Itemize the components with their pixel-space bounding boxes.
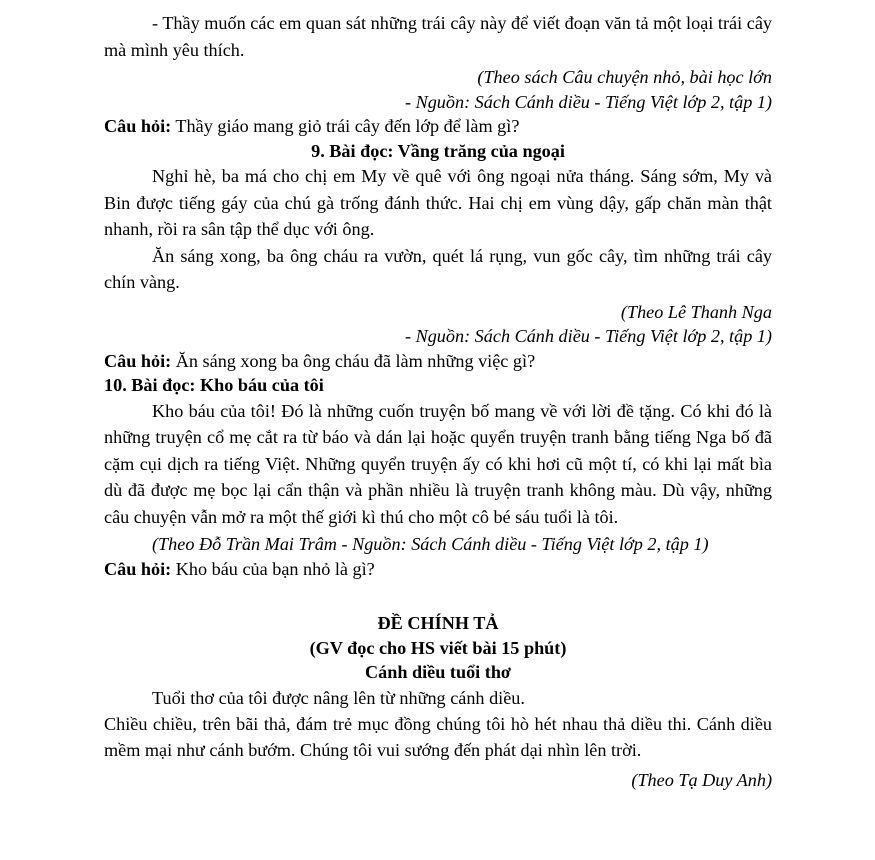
section-9 (104, 139, 772, 374)
section-10-paragraph: Kho báu của tôi! Đó là những cuốn truyện bố mang về với lời đề tặng. Có khi đó là những truyện cổ mẹ cắt ra từ báo và dán lại hoặc quyển truyện tranh bằng tiếng Nga bố đã cặm cụi dịch ra tiếng Việt. Những quyển truyện ấy có khi hơi cũ một tí, có khi lại mất bìa dù đã được mẹ bọc lại cẩn thận và phần nhiều là truyện tranh không màu. Dù vậy, những câu chuyện vẫn mở ra một thế giới kì thú cho một cô bé sáu tuổi là tôi. (104, 400, 772, 527)
dictation-line-1: Tuổi thơ của tôi được nâng lên từ những cánh diều. (152, 687, 525, 708)
document-page (104, 0, 772, 792)
section-9-paragraph-2: Ăn sáng xong, ba ông cháu ra vườn, quét lá rụng, vun gốc cây, tìm những trái cây chín vàng. (104, 245, 772, 292)
question-label: Câu hỏi: (104, 558, 172, 579)
section-8-source-line-2: - Nguồn: Sách Cánh diều - Tiếng Việt lớp 2, tập 1) (404, 91, 772, 112)
section-10-heading: 10. Bài đọc: Kho báu của tôi (104, 375, 324, 395)
question-text: Ăn sáng xong ba ông cháu đã làm những việc gì? (171, 350, 536, 371)
section-8 (104, 0, 772, 139)
dictation-section (104, 611, 772, 792)
section-10-source: (Theo Đỗ Trần Mai Trâm - Nguồn: Sách Cánh diều - Tiếng Việt lớp 2, tập 1) (152, 534, 709, 554)
section-9-source-line-2: - Nguồn: Sách Cánh diều - Tiếng Việt lớp 2, tập 1) (404, 326, 772, 346)
section-10-question (104, 557, 772, 582)
section-9-paragraph-1: Nghỉ hè, ba má cho chị em My về quê với ông ngoại nửa tháng. Sáng sớm, My và Bin được tiếng gáy của chú gà trống đánh thức. Hai chị em vùng dậy, gấp chăn màn thật nhanh, rồi ra sân tập thể dục với ông. (104, 166, 772, 239)
dictation-passage-title: Cánh diều tuổi thơ (364, 662, 511, 682)
question-label: Câu hỏi: (104, 116, 172, 136)
dictation-source: (Theo Tạ Duy Anh) (631, 769, 772, 790)
section-gap (104, 581, 772, 611)
section-10 (104, 373, 772, 581)
section-8-question (104, 114, 772, 139)
section-8-source-line-1: (Theo sách Câu chuyện nhỏ, bài học lớn (477, 67, 772, 87)
section-8-tail-paragraph: - Thầy muốn các em quan sát những trái cây này để viết đoạn văn tả một loại trái cây mà mình yêu thích. (104, 13, 772, 60)
section-9-heading: 9. Bài đọc: Vầng trăng của ngoại (311, 140, 565, 161)
dictation-subtitle: (GV đọc cho HS viết bài 15 phút) (309, 637, 567, 658)
dictation-title: ĐỀ CHÍNH TẢ (377, 613, 499, 633)
question-text: Kho báu của bạn nhỏ là gì? (171, 558, 375, 579)
question-label: Câu hỏi: (104, 350, 172, 371)
section-9-source-line-1: (Theo Lê Thanh Nga (620, 301, 772, 322)
dictation-paragraph: Chiều chiều, trên bãi thả, đám trẻ mục đồng chúng tôi hò hét nhau thả diều thi. Cánh diều mềm mại như cánh bướm. Chúng tôi vui sướng đến phát dại nhìn lên trời. (104, 713, 772, 760)
section-9-question (104, 349, 772, 374)
question-text: Thầy giáo mang giỏ trái cây đến lớp để làm gì? (171, 116, 520, 136)
